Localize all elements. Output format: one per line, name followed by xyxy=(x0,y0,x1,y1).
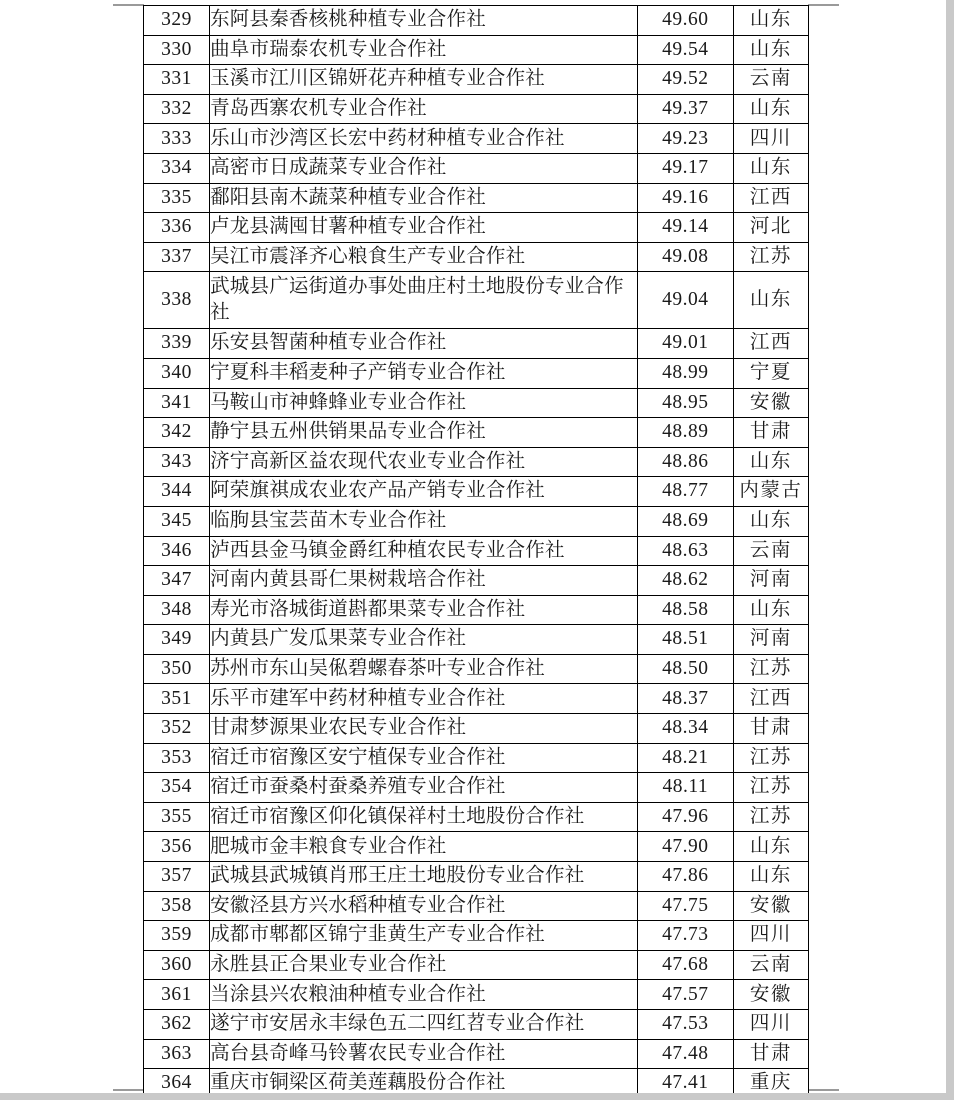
province-cell: 甘肃 xyxy=(733,714,808,744)
table-row xyxy=(144,388,809,418)
table-row xyxy=(144,921,809,951)
score-cell: 47.68 xyxy=(637,950,733,980)
province-cell: 山东 xyxy=(733,595,808,625)
cooperative-name-cell: 内黄县广发瓜果菜专业合作社 xyxy=(210,625,638,655)
cooperative-name-cell: 鄱阳县南木蔬菜种植专业合作社 xyxy=(210,183,638,213)
province-cell: 河南 xyxy=(733,625,808,655)
cooperative-name-cell: 乐安县智菌种植专业合作社 xyxy=(210,329,638,359)
score-cell: 49.16 xyxy=(637,183,733,213)
province-cell: 四川 xyxy=(733,1010,808,1040)
rank-cell: 332 xyxy=(144,94,210,124)
cooperative-name-cell: 当涂县兴农粮油种植专业合作社 xyxy=(210,980,638,1010)
cooperative-name-cell: 曲阜市瑞泰农机专业合作社 xyxy=(210,35,638,65)
margin-mark-bottom-left xyxy=(113,1089,144,1091)
table-row xyxy=(144,418,809,448)
score-cell: 48.34 xyxy=(637,714,733,744)
table-row xyxy=(144,358,809,388)
province-cell: 河南 xyxy=(733,566,808,596)
score-cell: 48.63 xyxy=(637,536,733,566)
rank-cell: 350 xyxy=(144,654,210,684)
score-cell: 48.62 xyxy=(637,566,733,596)
province-cell: 安徽 xyxy=(733,891,808,921)
cooperative-name-cell: 吴江市震泽齐心粮食生产专业合作社 xyxy=(210,242,638,272)
province-cell: 四川 xyxy=(733,124,808,154)
score-cell: 48.69 xyxy=(637,506,733,536)
score-cell: 48.99 xyxy=(637,358,733,388)
province-cell: 山东 xyxy=(733,6,808,36)
rank-cell: 352 xyxy=(144,714,210,744)
cooperative-name-cell: 河南内黄县哥仁果树栽培合作社 xyxy=(210,566,638,596)
cooperative-name-cell: 遂宁市安居永丰绿色五二四红苕专业合作社 xyxy=(210,1010,638,1040)
table-row xyxy=(144,684,809,714)
province-cell: 山东 xyxy=(733,35,808,65)
score-cell: 49.08 xyxy=(637,242,733,272)
score-cell: 47.73 xyxy=(637,921,733,951)
rank-cell: 353 xyxy=(144,743,210,773)
score-cell: 47.90 xyxy=(637,832,733,862)
cooperative-name-cell: 安徽泾县方兴水稻种植专业合作社 xyxy=(210,891,638,921)
rank-cell: 349 xyxy=(144,625,210,655)
province-cell: 江苏 xyxy=(733,242,808,272)
table-row xyxy=(144,213,809,243)
rank-cell: 339 xyxy=(144,329,210,359)
score-cell: 47.53 xyxy=(637,1010,733,1040)
province-cell: 安徽 xyxy=(733,980,808,1010)
rank-cell: 360 xyxy=(144,950,210,980)
cooperative-name-cell: 宿迁市宿豫区安宁植保专业合作社 xyxy=(210,743,638,773)
score-cell: 49.01 xyxy=(637,329,733,359)
table-row xyxy=(144,536,809,566)
margin-mark-top-left xyxy=(113,4,144,6)
table-row xyxy=(144,329,809,359)
score-cell: 48.37 xyxy=(637,684,733,714)
province-cell: 云南 xyxy=(733,950,808,980)
margin-mark-top-right xyxy=(808,4,839,6)
score-cell: 48.11 xyxy=(637,773,733,803)
cooperative-name-cell: 宁夏科丰稻麦种子产销专业合作社 xyxy=(210,358,638,388)
province-cell: 江西 xyxy=(733,183,808,213)
page-gutter-right[interactable] xyxy=(946,0,954,1100)
table-row xyxy=(144,153,809,183)
rank-cell: 334 xyxy=(144,153,210,183)
table-row xyxy=(144,743,809,773)
cooperative-name-cell: 乐平市建军中药材种植专业合作社 xyxy=(210,684,638,714)
score-cell: 48.86 xyxy=(637,447,733,477)
cooperative-name-cell: 阿荣旗祺成农业农产品产销专业合作社 xyxy=(210,477,638,507)
table-row xyxy=(144,506,809,536)
table-row xyxy=(144,35,809,65)
cooperative-name-cell: 卢龙县满囤甘薯种植专业合作社 xyxy=(210,213,638,243)
rank-cell: 347 xyxy=(144,566,210,596)
rank-cell: 333 xyxy=(144,124,210,154)
cooperative-name-cell: 重庆市铜梁区荷美莲藕股份合作社 xyxy=(210,1069,638,1099)
rank-cell: 329 xyxy=(144,6,210,36)
table-row xyxy=(144,183,809,213)
rank-cell: 354 xyxy=(144,773,210,803)
cooperative-name-cell: 玉溪市江川区锦妍花卉种植专业合作社 xyxy=(210,65,638,95)
province-cell: 甘肃 xyxy=(733,1039,808,1069)
score-cell: 49.23 xyxy=(637,124,733,154)
rank-cell: 357 xyxy=(144,862,210,892)
table-row xyxy=(144,6,809,36)
table-row xyxy=(144,272,809,329)
cooperative-name-cell: 苏州市东山吴俬碧螺春茶叶专业合作社 xyxy=(210,654,638,684)
score-cell: 48.89 xyxy=(637,418,733,448)
province-cell: 甘肃 xyxy=(733,418,808,448)
score-cell: 48.51 xyxy=(637,625,733,655)
rank-cell: 341 xyxy=(144,388,210,418)
score-cell: 49.17 xyxy=(637,153,733,183)
ranking-table-container xyxy=(143,5,809,1099)
province-cell: 内蒙古 xyxy=(733,477,808,507)
score-cell: 49.14 xyxy=(637,213,733,243)
rank-cell: 338 xyxy=(144,272,210,329)
table-row xyxy=(144,447,809,477)
page-gutter-bottom xyxy=(0,1093,946,1100)
table-row xyxy=(144,477,809,507)
province-cell: 山东 xyxy=(733,272,808,329)
cooperative-name-cell: 高密市日成蔬菜专业合作社 xyxy=(210,153,638,183)
rank-cell: 351 xyxy=(144,684,210,714)
cooperative-name-cell: 肥城市金丰粮食专业合作社 xyxy=(210,832,638,862)
province-cell: 云南 xyxy=(733,536,808,566)
rank-cell: 344 xyxy=(144,477,210,507)
table-row xyxy=(144,980,809,1010)
province-cell: 江苏 xyxy=(733,743,808,773)
province-cell: 云南 xyxy=(733,65,808,95)
province-cell: 山东 xyxy=(733,94,808,124)
table-row xyxy=(144,1010,809,1040)
margin-mark-bottom-right xyxy=(808,1089,839,1091)
score-cell: 49.60 xyxy=(637,6,733,36)
cooperative-name-cell: 泸西县金马镇金爵红种植农民专业合作社 xyxy=(210,536,638,566)
cooperative-name-cell: 静宁县五州供销果品专业合作社 xyxy=(210,418,638,448)
province-cell: 江苏 xyxy=(733,802,808,832)
score-cell: 47.96 xyxy=(637,802,733,832)
rank-cell: 358 xyxy=(144,891,210,921)
province-cell: 山东 xyxy=(733,862,808,892)
rank-cell: 355 xyxy=(144,802,210,832)
cooperative-name-cell: 宿迁市蚕桑村蚕桑养殖专业合作社 xyxy=(210,773,638,803)
province-cell: 江西 xyxy=(733,329,808,359)
table-row xyxy=(144,832,809,862)
rank-cell: 336 xyxy=(144,213,210,243)
score-cell: 47.48 xyxy=(637,1039,733,1069)
table-row xyxy=(144,625,809,655)
province-cell: 江苏 xyxy=(733,773,808,803)
score-cell: 48.95 xyxy=(637,388,733,418)
cooperative-name-cell: 武城县广运街道办事处曲庄村土地股份专业合作社 xyxy=(210,272,638,329)
rank-cell: 363 xyxy=(144,1039,210,1069)
table-row xyxy=(144,654,809,684)
province-cell: 四川 xyxy=(733,921,808,951)
table-row xyxy=(144,242,809,272)
province-cell: 江西 xyxy=(733,684,808,714)
cooperative-name-cell: 济宁高新区益农现代农业专业合作社 xyxy=(210,447,638,477)
table-row xyxy=(144,714,809,744)
cooperative-name-cell: 临朐县宝芸苗木专业合作社 xyxy=(210,506,638,536)
cooperative-ranking-table xyxy=(143,5,809,1099)
rank-cell: 345 xyxy=(144,506,210,536)
rank-cell: 337 xyxy=(144,242,210,272)
rank-cell: 331 xyxy=(144,65,210,95)
score-cell: 47.57 xyxy=(637,980,733,1010)
cooperative-name-cell: 乐山市沙湾区长宏中药材种植专业合作社 xyxy=(210,124,638,154)
rank-cell: 348 xyxy=(144,595,210,625)
cooperative-name-cell: 马鞍山市神蜂蜂业专业合作社 xyxy=(210,388,638,418)
rank-cell: 361 xyxy=(144,980,210,1010)
cooperative-name-cell: 青岛西寨农机专业合作社 xyxy=(210,94,638,124)
score-cell: 47.75 xyxy=(637,891,733,921)
score-cell: 48.21 xyxy=(637,743,733,773)
table-row xyxy=(144,65,809,95)
table-row xyxy=(144,950,809,980)
score-cell: 47.41 xyxy=(637,1069,733,1099)
cooperative-name-cell: 寿光市洛城街道斟都果菜专业合作社 xyxy=(210,595,638,625)
cooperative-name-cell: 宿迁市宿豫区仰化镇保祥村土地股份合作社 xyxy=(210,802,638,832)
province-cell: 重庆 xyxy=(733,1069,808,1099)
table-row xyxy=(144,773,809,803)
rank-cell: 359 xyxy=(144,921,210,951)
province-cell: 山东 xyxy=(733,832,808,862)
rank-cell: 364 xyxy=(144,1069,210,1099)
table-row xyxy=(144,862,809,892)
province-cell: 山东 xyxy=(733,447,808,477)
rank-cell: 340 xyxy=(144,358,210,388)
table-row xyxy=(144,1039,809,1069)
score-cell: 49.54 xyxy=(637,35,733,65)
cooperative-name-cell: 高台县奇峰马铃薯农民专业合作社 xyxy=(210,1039,638,1069)
rank-cell: 346 xyxy=(144,536,210,566)
cooperative-name-cell: 武城县武城镇肖邢王庄土地股份专业合作社 xyxy=(210,862,638,892)
cooperative-name-cell: 成都市郫都区锦宁韭黄生产专业合作社 xyxy=(210,921,638,951)
table-row xyxy=(144,566,809,596)
score-cell: 49.52 xyxy=(637,65,733,95)
cooperative-name-cell: 甘肃梦源果业农民专业合作社 xyxy=(210,714,638,744)
score-cell: 47.86 xyxy=(637,862,733,892)
table-row xyxy=(144,595,809,625)
province-cell: 山东 xyxy=(733,153,808,183)
score-cell: 48.50 xyxy=(637,654,733,684)
score-cell: 49.04 xyxy=(637,272,733,329)
province-cell: 江苏 xyxy=(733,654,808,684)
table-body xyxy=(144,6,809,1099)
table-row xyxy=(144,124,809,154)
cooperative-name-cell: 永胜县正合果业专业合作社 xyxy=(210,950,638,980)
province-cell: 安徽 xyxy=(733,388,808,418)
rank-cell: 335 xyxy=(144,183,210,213)
rank-cell: 330 xyxy=(144,35,210,65)
province-cell: 河北 xyxy=(733,213,808,243)
province-cell: 宁夏 xyxy=(733,358,808,388)
rank-cell: 356 xyxy=(144,832,210,862)
table-row xyxy=(144,802,809,832)
score-cell: 48.77 xyxy=(637,477,733,507)
score-cell: 48.58 xyxy=(637,595,733,625)
rank-cell: 342 xyxy=(144,418,210,448)
province-cell: 山东 xyxy=(733,506,808,536)
score-cell: 49.37 xyxy=(637,94,733,124)
rank-cell: 362 xyxy=(144,1010,210,1040)
cooperative-name-cell: 东阿县秦香核桃种植专业合作社 xyxy=(210,6,638,36)
table-row xyxy=(144,891,809,921)
rank-cell: 343 xyxy=(144,447,210,477)
table-row xyxy=(144,94,809,124)
